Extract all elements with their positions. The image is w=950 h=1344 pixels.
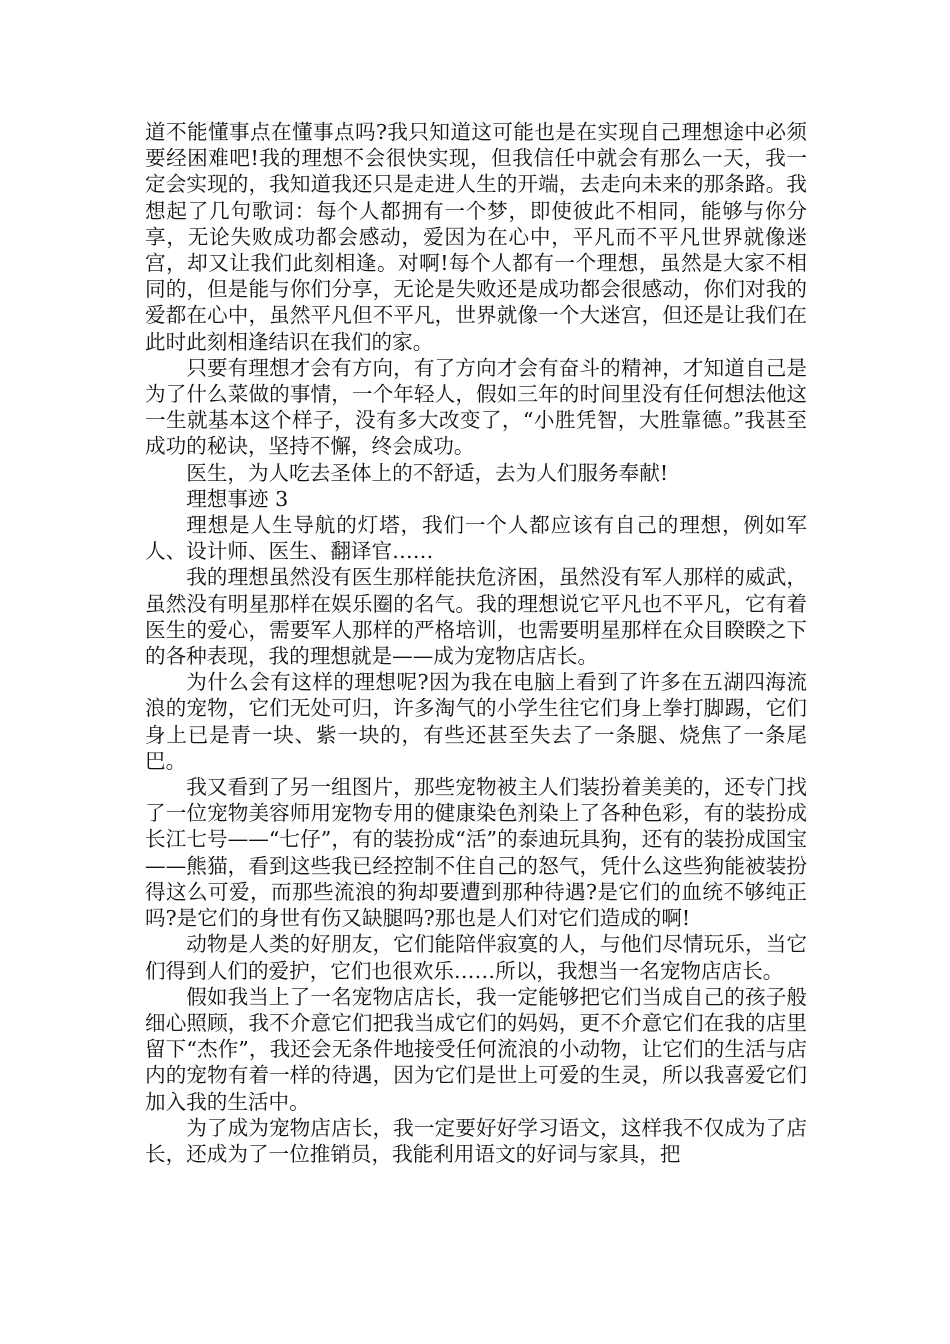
paragraph: 道不能懂事点在懂事点吗?我只知道这可能也是在实现自己理想途中必须要经困难吧!我的理想不会很快实现，但我信任中就会有那么一天，我一定会实现的，我知道我还只是走进人生的开端，去走向未来的那条路。我想起了几句歌词：每个人都拥有一个梦，即使彼此不相同，能够与你分享，无论失败成功都会感动，爱因为在心中，平凡而不平凡世界就像迷宫，却又让我们此刻相逢。对啊!每个人都有一个理想，虽然是大家不相同的，但是能与你们分享，无论是失败还是成功都会很感动，你们对我的爱都在心中，虽然平凡但不平凡，世界就像一个大迷宫，但还是让我们在此时此刻相逢结识在我们的家。 — [145, 120, 807, 354]
paragraph: 理想是人生导航的灯塔，我们一个人都应该有自己的理想，例如军人、设计师、医生、翻译官…… — [145, 513, 807, 564]
paragraph: 我又看到了另一组图片，那些宠物被主人们装扮着美美的，还专门找了一位宠物美容师用宠物专用的健康染色剂染上了各种色彩，有的装扮成长江七号——“七仔”，有的装扮成“活”的泰迪玩具狗，还有的装扮成国宝——熊猫，看到这些我已经控制不住自己的怒气，凭什么这些狗能被装扮得这么可爱，而那些流浪的狗却要遭到那种待遇?是它们的血统不够纯正吗?是它们的身世有伤又缺腿吗?那也是人们对它们造成的啊! — [145, 775, 807, 931]
paragraph: 医生，为人吃去圣体上的不舒适，去为人们服务奉献! — [186, 460, 669, 485]
document-body — [145, 119, 807, 1167]
paragraph: 假如我当上了一名宠物店店长，我一定能够把它们当成自己的孩子般细心照顾，我不介意它们把我当成它们的妈妈，更不介意它们在我的店里留下“杰作”，我还会无条件地接受任何流浪的小动物，让它们的生活与店内的宠物有着一样的待遇，因为它们是世上可爱的生灵，所以我喜爱它们加入我的生活中。 — [145, 984, 807, 1114]
section-heading: 理想事迹 3 — [186, 486, 289, 511]
paragraph: 为了成为宠物店店长，我一定要好好学习语文，这样我不仅成为了店长，还成为了一位推销员，我能利用语文的好词与家具，把 — [145, 1115, 807, 1166]
paragraph: 只要有理想才会有方向，有了方向才会有奋斗的精神，才知道自己是为了什么菜做的事情，一个年轻人，假如三年的时间里没有任何想法他这一生就基本这个样子，没有多大改变了，“小胜凭智，大胜靠德。”我甚至成功的秘诀，坚持不懈，终会成功。 — [145, 355, 807, 459]
paragraph: 我的理想虽然没有医生那样能扶危济困，虽然没有军人那样的威武，虽然没有明星那样在娱乐圈的名气。我的理想说它平凡也不平凡，它有着医生的爱心，需要军人那样的严格培训，也需要明星那样在众目睽睽之下的各种表现，我的理想就是——成为宠物店店长。 — [145, 565, 807, 669]
paragraph: 动物是人类的好朋友，它们能陪伴寂寞的人，与他们尽情玩乐，当它们得到人们的爱护，它们也很欢乐……所以，我想当一名宠物店店长。 — [145, 932, 807, 983]
paragraph: 为什么会有这样的理想呢?因为我在电脑上看到了许多在五湖四海流浪的宠物，它们无处可归，许多淘气的小学生往它们身上拳打脚踢，它们身上已是青一块、紫一块的，有些还甚至失去了一条腿、烧焦了一条尾巴。 — [145, 670, 807, 773]
